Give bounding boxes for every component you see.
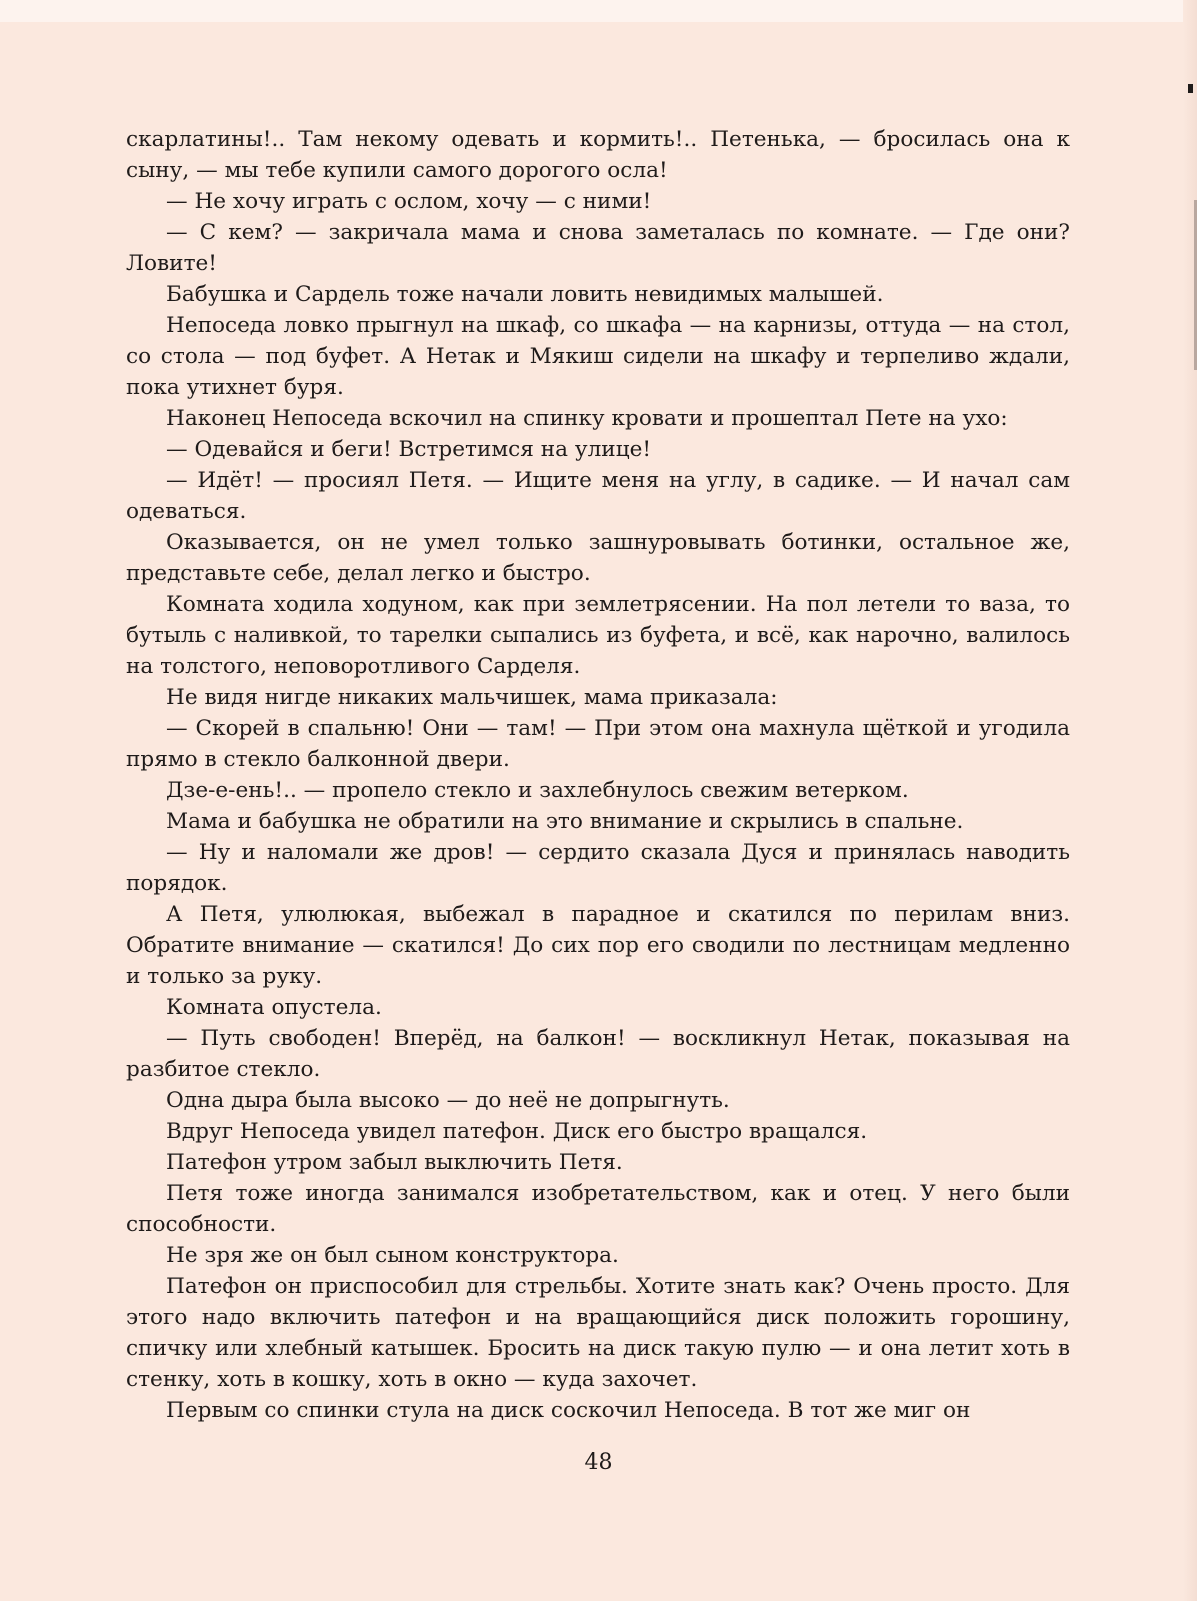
paragraph: скарлатины!.. Там некому одевать и кормить!.. Петенька, — бросилась она к сыну, — мы тебе купили самого дорогого осла! [126,127,1070,183]
paragraph: Бабушка и Сардель тоже начали ловить невидимых малышей. [166,282,884,307]
page-top-band [0,0,1197,22]
paragraph: Петя тоже иногда занимался изобретательством, как и отец. У него были способности. [126,1181,1070,1237]
paragraph: — Ну и наломали же дров! — сердито сказала Дуся и принялась наводить порядок. [126,840,1070,896]
paragraph: — Путь свободен! Вперёд, на балкон! — воскликнул Нетак, показывая на разбитое стекло. [126,1026,1070,1082]
paragraph: Вдруг Непоседа увидел патефон. Диск его быстро вращался. [166,1119,868,1144]
paragraph: А Петя, улюлюкая, выбежал в парадное и скатился по перилам вниз. Обратите внимание — скатился! До сих пор его сводили по лестницам медленно и только за руку. [126,902,1070,989]
paragraph: Не зря же он был сыном конструктора. [166,1243,619,1268]
paragraph: — Скорей в спальню! Они — там! — При этом она махнула щёткой и угодила прямо в стекло балконной двери. [126,716,1070,772]
paragraph: — С кем? — закричала мама и снова заметалась по комнате. — Где они? Ловите! [126,220,1070,276]
paragraph: Наконец Непоседа вскочил на спинку кровати и прошептал Пете на ухо: [166,406,1008,431]
paragraph: Комната ходила ходуном, как при землетрясении. На пол летели то ваза, то бутыль с наливкой, то тарелки сыпались из буфета, и всё, как нарочно, валилось на толстого, неповоротливого Сарделя. [126,592,1070,679]
paragraph: — Не хочу играть с ослом, хочу — с ними! [166,189,652,214]
paragraph: Одна дыра была высоко — до неё не допрыгнуть. [166,1088,730,1113]
paragraph: Первым со спинки стула на диск соскочил Непоседа. В тот же миг он [166,1398,971,1423]
page-right-edge [1183,0,1197,1601]
paragraph: Патефон он приспособил для стрельбы. Хотите знать как? Очень просто. Для этого надо включить патефон и на вращающийся диск положить горошину, спичку или хлебный катышек. Бросить на диск такую пулю — и она летит хоть в стенку, хоть в кошку, хоть в окно — куда захочет. [126,1274,1070,1392]
paragraph: Патефон утром забыл выключить Петя. [166,1150,623,1175]
scan-edge-mark [1188,84,1193,93]
paragraph: Непоседа ловко прыгнул на шкаф, со шкафа — на карнизы, оттуда — на стол, со стола — под буфет. А Нетак и Мякиш сидели на шкафу и терпеливо ждали, пока утихнет буря. [126,313,1070,400]
paragraph: Оказывается, он не умел только зашнуровывать ботинки, остальное же, представьте себе, делал легко и быстро. [126,530,1070,586]
paragraph: Комната опустела. [166,995,382,1020]
page-text [126,124,1070,1426]
paragraph: — Идёт! — просиял Петя. — Ищите меня на углу, в садике. — И начал сам одеваться. [126,468,1070,524]
paragraph: Дзе-е-ень!.. — пропело стекло и захлебнулось свежим ветерком. [166,778,909,803]
paragraph: — Одевайся и беги! Встретимся на улице! [166,437,652,462]
paragraph: Не видя нигде никаких мальчишек, мама приказала: [166,685,778,710]
paragraph: Мама и бабушка не обратили на это внимание и скрылись в спальне. [166,809,964,834]
page-number: 48 [584,1450,613,1475]
